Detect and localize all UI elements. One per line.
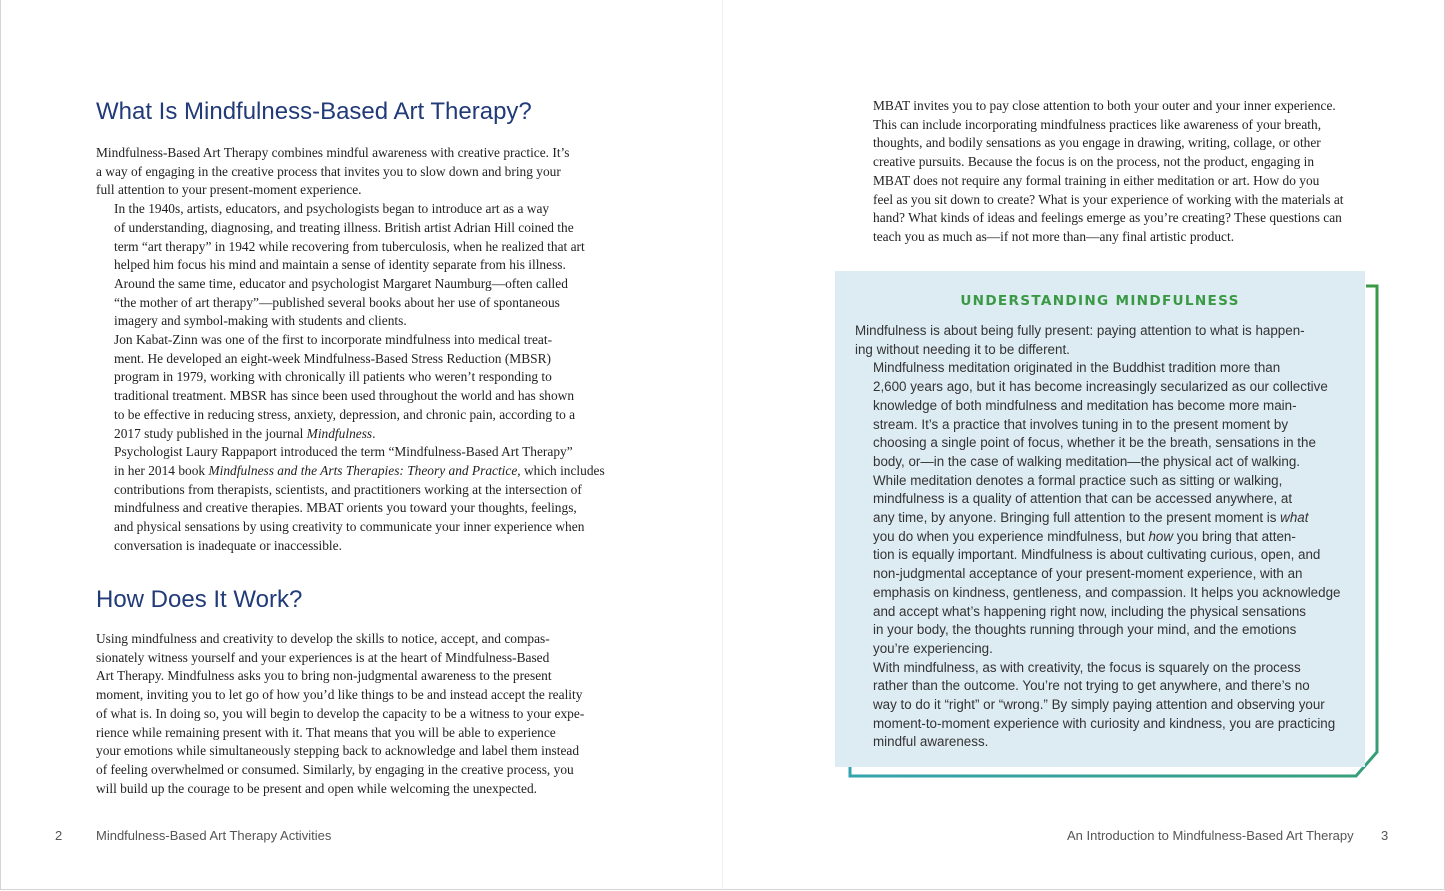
text-line: any time, by anyone. Bringing full attention to the present moment is what bbox=[873, 510, 1309, 526]
heading-how-does-it-work: How Does It Work? bbox=[96, 586, 303, 613]
text-line: While meditation denotes a formal practice such as sitting or walking, bbox=[873, 472, 1283, 488]
text-line: a way of engaging in the creative process that invites you to slow down and bring your bbox=[96, 163, 561, 179]
text-line: conversation is inadequate or inaccessible. bbox=[114, 537, 342, 553]
text-line: program in 1979, working with chronically ill patients who weren’t responding to bbox=[114, 369, 552, 385]
text-line: stream. It’s a practice that involves tuning in to the present moment by bbox=[873, 416, 1289, 432]
paragraph bbox=[96, 443, 605, 555]
paragraph bbox=[96, 630, 596, 798]
text-line: in your body, the thoughts running through your mind, and the emotions bbox=[873, 622, 1297, 638]
text-line: non-judgmental acceptance of your present-moment experience, with an bbox=[873, 566, 1303, 582]
text-line: mindfulness is a quality of attention that can be accessed anywhere, at bbox=[873, 491, 1293, 507]
text-line: creative pursuits. Because the focus is on the process, not the product, engaging in bbox=[873, 154, 1315, 170]
text-line: ing without needing it to be different. bbox=[855, 341, 1070, 357]
callout-paragraph bbox=[855, 359, 1347, 471]
text-line: emphasis on kindness, gentleness, and compassion. It helps you acknowledge bbox=[873, 584, 1341, 600]
text-line: thoughts, and bodily sensations as you engage in drawing, writing, collage, or other bbox=[873, 135, 1321, 151]
text-line: With mindfulness, as with creativity, the focus is squarely on the process bbox=[873, 659, 1301, 675]
text-line: tion is equally important. Mindfulness is about cultivating curious, open, and bbox=[873, 547, 1321, 563]
text-line: MBAT does not require any formal training in either meditation or art. How do you bbox=[873, 172, 1320, 188]
text-line: your emotions while simultaneously stepping back to acknowledge and label them instead bbox=[96, 743, 580, 759]
text-line: imagery and symbol-making with students and clients. bbox=[114, 313, 407, 329]
paragraph bbox=[96, 200, 596, 331]
text-line: mindful awareness. bbox=[873, 734, 989, 750]
text-line: and physical sensations by using creativity to communicate your inner experience when bbox=[114, 519, 585, 535]
text-line: MBAT invites you to pay close attention to both your outer and your inner experience. bbox=[873, 98, 1336, 113]
text-line: of feeling overwhelmed or consumed. Similarly, by engaging in the creative process, you bbox=[96, 761, 574, 777]
text-line: to be effective in reducing stress, anxiety, depression, and chronic pain, according to a bbox=[114, 406, 576, 422]
text-line: you’re experiencing. bbox=[873, 640, 993, 656]
text-line: rather than the outcome. You’re not trying to get anywhere, and there’s no bbox=[873, 678, 1310, 694]
text-line: “the mother of art therapy”—published several books about her use of spontaneous bbox=[114, 294, 560, 310]
text-line: This can include incorporating mindfulness practices like awareness of your breath, bbox=[873, 116, 1322, 132]
text-line: moment-to-moment experience with curiosity and kindness, you are practicing bbox=[873, 715, 1336, 731]
callout-title: UNDERSTANDING MINDFULNESS bbox=[960, 293, 1240, 309]
callout-paragraph bbox=[855, 322, 1347, 359]
text-line: Psychologist Laury Rappaport introduced the term “Mindfulness-Based Art Therapy” bbox=[114, 444, 573, 460]
text-line: contributions from therapists, scientists, and practitioners working at the intersection of bbox=[114, 481, 582, 497]
text-line: Around the same time, educator and psychologist Margaret Naumburg—often called bbox=[114, 275, 568, 291]
text-line: choosing a single point of focus, whether it be the breath, sensations in the bbox=[873, 435, 1316, 451]
paragraph bbox=[855, 97, 1355, 247]
text-line: ment. He developed an eight-week Mindfulness-Based Stress Reduction (MBSR) bbox=[114, 350, 551, 366]
footer-chapter-title: An Introduction to Mindfulness-Based Art Therapy bbox=[1067, 828, 1354, 843]
text-line: in her 2014 book Mindfulness and the Arts Therapies: Theory and Practice, which includes bbox=[114, 462, 605, 478]
text-line: 2,600 years ago, but it has become increasingly secularized as our collective bbox=[873, 379, 1328, 395]
text-line: of understanding, diagnosing, and treating illness. British artist Adrian Hill coined the bbox=[114, 219, 574, 235]
section2-body bbox=[96, 630, 596, 798]
text-line: mindfulness and creative therapies. MBAT orients you toward your thoughts, feelings, bbox=[114, 500, 577, 516]
text-line: Art Therapy. Mindfulness asks you to bring non-judgmental awareness to the present bbox=[96, 668, 552, 684]
text-line: 2017 study published in the journal Mindfulness. bbox=[114, 425, 376, 441]
section1-body bbox=[96, 144, 605, 555]
text-line: helped him focus his mind and maintain a sense of identity separate from his illness. bbox=[114, 257, 566, 273]
text-line: teach you as much as—if not more than—any final artistic product. bbox=[873, 228, 1235, 244]
text-line: term “art therapy” in 1942 while recovering from tuberculosis, when he realized that art bbox=[114, 238, 585, 254]
text-line: will build up the courage to be present and open while welcoming the unexpected. bbox=[96, 780, 538, 796]
text-line: moment, inviting you to let go of how you’d like things to be and instead accept the reality bbox=[96, 687, 583, 703]
text-line: Mindfulness is about being fully present: paying attention to what is happen- bbox=[855, 323, 1305, 338]
footer-page-number-right: 3 bbox=[1381, 828, 1389, 843]
footer-page-number-left: 2 bbox=[55, 828, 63, 843]
heading-what-is-mbat: What Is Mindfulness-Based Art Therapy? bbox=[96, 98, 532, 125]
text-line: and accept what’s happening right now, including the physical sensations bbox=[873, 603, 1307, 619]
text-line: rience while remaining present with it. That means that you will be able to experience bbox=[96, 724, 556, 740]
callout-paragraph bbox=[855, 472, 1347, 659]
callout-paragraph bbox=[855, 659, 1347, 753]
text-line: Jon Kabat-Zinn was one of the first to incorporate mindfulness into medical treat- bbox=[114, 332, 553, 348]
text-line: Mindfulness meditation originated in the Buddhist tradition more than bbox=[873, 360, 1281, 376]
footer-book-title: Mindfulness-Based Art Therapy Activities bbox=[96, 828, 332, 843]
text-line: In the 1940s, artists, educators, and psychologists began to introduce art as a way bbox=[114, 201, 550, 217]
text-line: full attention to your present-moment experience. bbox=[96, 182, 362, 198]
page-gutter bbox=[722, 0, 723, 891]
text-line: you do when you experience mindfulness, but how you bring that atten- bbox=[873, 528, 1296, 544]
text-line: Using mindfulness and creativity to develop the skills to notice, accept, and compas- bbox=[96, 631, 550, 646]
callout-body bbox=[855, 322, 1347, 752]
text-line: sionately witness yourself and your experiences is at the heart of Mindfulness-Based bbox=[96, 649, 550, 665]
text-line: body, or—in the case of walking meditation—the physical act of walking. bbox=[873, 453, 1300, 469]
text-line: way to do it “right” or “wrong.” By simply paying attention and observing your bbox=[873, 697, 1325, 713]
text-line: hand? What kinds of ideas and feelings emerge as you’re creating? These questions can bbox=[873, 210, 1342, 226]
text-line: Mindfulness-Based Art Therapy combines mindful awareness with creative practice. It’s bbox=[96, 145, 570, 160]
paragraph bbox=[96, 331, 596, 443]
intro-body bbox=[855, 97, 1355, 247]
text-line: knowledge of both mindfulness and meditation has become more main- bbox=[873, 397, 1297, 413]
text-line: feel as you sit down to create? What is your experience of working with the materials at bbox=[873, 191, 1344, 207]
text-line: of what is. In doing so, you will begin to develop the capacity to be a witness to your expe- bbox=[96, 705, 585, 721]
text-line: traditional treatment. MBSR has since been used throughout the world and has shown bbox=[114, 388, 575, 404]
paragraph bbox=[96, 144, 596, 200]
